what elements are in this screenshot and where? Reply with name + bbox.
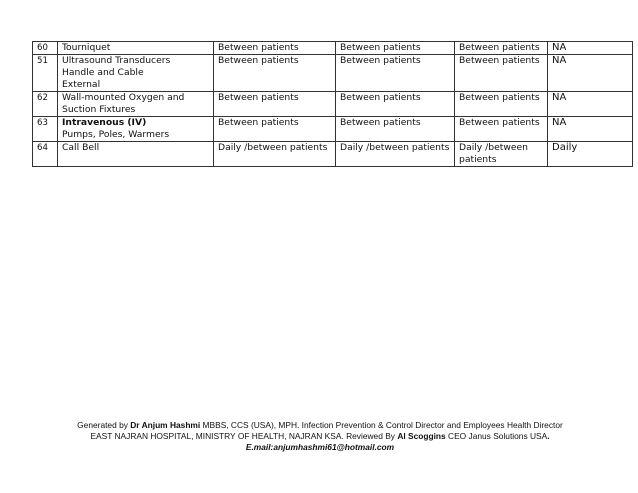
frequency-cell: Between patients <box>214 42 336 55</box>
footer-text: Generated by <box>77 420 131 430</box>
frequency-cell: Between patients <box>214 92 336 117</box>
row-number: 62 <box>33 92 58 117</box>
table-row <box>33 55 633 92</box>
frequency-cell: Daily /between patients <box>336 142 455 167</box>
frequency-cell: Between patients <box>336 55 455 92</box>
item-line: Call Bell <box>62 142 100 153</box>
frequency-cell: NA <box>548 92 633 117</box>
table-row <box>33 42 633 55</box>
frequency-cell: Between patients <box>336 92 455 117</box>
item-cell <box>58 55 214 92</box>
reviewer-name: Al Scoggins <box>397 431 446 441</box>
footer-period: . <box>547 431 550 441</box>
frequency-cell: NA <box>548 42 633 55</box>
item-cell <box>58 42 214 55</box>
frequency-cell: Between patients <box>336 117 455 142</box>
item-line: Suction Fixtures <box>62 104 136 115</box>
item-cell <box>58 92 214 117</box>
item-heading: Intravenous (IV) <box>62 117 147 128</box>
document-footer <box>60 420 580 453</box>
row-number: 51 <box>33 55 58 92</box>
item-line: Wall-mounted Oxygen and <box>62 92 185 103</box>
footer-text: CEO Janus Solutions USA <box>445 431 548 441</box>
frequency-cell: Between patients <box>336 42 455 55</box>
frequency-cell: Daily /between patients <box>214 142 336 167</box>
frequency-cell: Between patients <box>214 55 336 92</box>
row-number: 63 <box>33 117 58 142</box>
author-name: Dr Anjum Hashmi <box>130 420 201 430</box>
footer-line-1 <box>60 420 580 431</box>
cleaning-schedule-table <box>32 41 633 167</box>
frequency-cell: Daily <box>548 142 633 167</box>
frequency-cell: NA <box>548 55 633 92</box>
footer-text: MBBS, CCS (USA), MPH. Infection Prevention & Control Director and Employees Health Director <box>200 420 563 430</box>
frequency-cell: Between patients <box>455 92 548 117</box>
row-number: 60 <box>33 42 58 55</box>
table-row <box>33 142 633 167</box>
table-row <box>33 117 633 142</box>
contact-email: E.mail:anjumhashmi61@hotmail.com <box>245 442 395 452</box>
frequency-cell: Between patients <box>455 117 548 142</box>
item-line: Tourniquet <box>62 42 111 53</box>
frequency-cell: NA <box>548 117 633 142</box>
footer-text: EAST NAJRAN HOSPITAL, MINISTRY OF HEALTH, NAJRAN KSA. Reviewed By <box>90 431 398 441</box>
item-line: Ultrasound Transducers <box>62 55 171 66</box>
frequency-cell: Between patients <box>214 117 336 142</box>
table-row <box>33 92 633 117</box>
item-line: Handle and Cable <box>62 67 144 78</box>
item-cell <box>58 117 214 142</box>
frequency-cell: Daily /between patients <box>455 142 548 167</box>
item-cell <box>58 142 214 167</box>
item-line: External <box>62 79 101 90</box>
frequency-cell: Between patients <box>455 42 548 55</box>
frequency-cell: Between patients <box>455 55 548 92</box>
footer-line-2 <box>60 431 580 442</box>
item-line: Pumps, Poles, Warmers <box>62 129 170 140</box>
row-number: 64 <box>33 142 58 167</box>
